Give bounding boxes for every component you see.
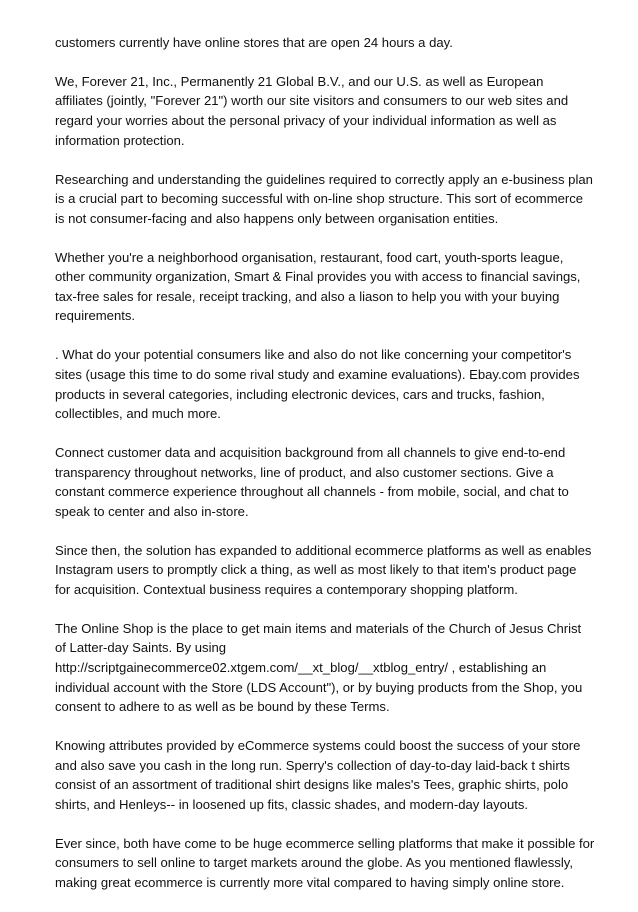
text-line: Ever since, both have come to be huge ecommerce selling platforms that make it possible for — [55, 835, 595, 851]
text-line: Instagram users to promptly click a thing, as well as most likely to that item's product page — [55, 562, 577, 578]
text-line: Researching and understanding the guidelines required to correctly apply an e-business plan — [55, 171, 593, 187]
text-line: customers currently have online stores that are open 24 hours a day. — [55, 35, 453, 50]
text-line: products in several categories, including electronic devices, cars and trucks, fashion, — [55, 386, 545, 402]
text-line: individual account with the Store (LDS Account"), or by buying products from the Shop, you — [55, 679, 583, 695]
text-line: requirements. — [55, 308, 136, 324]
text-line: consent to adhere to as well as be bound by these Terms. — [55, 699, 390, 715]
text-line: sites (usage this time to do some rival study and examine evaluations). Ebay.com provides — [55, 366, 580, 382]
url-text-line: http://scriptgainecommerce02.xtgem.com/__xt_blog/__xtblog_entry/ , establishing an — [55, 659, 547, 675]
text-line: of Latter-day Saints. By using — [55, 640, 227, 656]
text-line: for acquisition. Contextual business requires a contemporary shopping platform. — [55, 581, 518, 597]
paragraph-10 — [55, 834, 595, 893]
text-line: is not consumer-facing and also happens only between organisation entities. — [55, 210, 499, 226]
text-line: affiliates (jointly, "Forever 21") worth our site visitors and consumers to our web sites and — [55, 93, 569, 109]
paragraph-9 — [55, 736, 595, 814]
text-line: . What do your potential consumers like and also do not like concerning your competitor's — [55, 347, 572, 363]
text-line: constant commerce experience throughout all channels - from mobile, social, and chat to — [55, 484, 569, 500]
text-line: The Online Shop is the place to get main items and materials of the Church of Jesus Christ — [55, 620, 582, 636]
text-line: Knowing attributes provided by eCommerce systems could boost the success of your store — [55, 738, 581, 753]
paragraph-2 — [55, 72, 595, 150]
text-line: Connect customer data and acquisition background from all channels to give end-to-end — [55, 444, 566, 460]
document-body — [55, 33, 595, 912]
text-line: Since then, the solution has expanded to additional ecommerce platforms as well as enables — [55, 542, 592, 558]
paragraph-1 — [55, 33, 595, 53]
text-line: Whether you're a neighborhood organisation, restaurant, food cart, youth-sports league, — [55, 249, 564, 265]
text-line: is a crucial part to becoming successful with on-line shop structure. This sort of ecommerce — [55, 191, 584, 207]
paragraph-7 — [55, 541, 595, 600]
paragraph-8 — [55, 619, 595, 717]
text-line: collectibles, and much more. — [55, 406, 221, 422]
paragraph-3 — [55, 170, 595, 229]
text-line: information protection. — [55, 132, 185, 148]
text-line: and also save you cash in the long run. Sperry's collection of day-to-day laid-back t shirts — [55, 757, 570, 773]
text-line: regard your worries about the personal privacy of your individual information as well as — [55, 113, 557, 129]
text-line: transparency throughout networks, line of product, and also customer sections. Give a — [55, 464, 554, 480]
text-line: other community organization, Smart & Final provides you with access to financial savings, — [55, 269, 581, 285]
paragraph-4 — [55, 248, 595, 326]
text-line: We, Forever 21, Inc., Permanently 21 Global B.V., and our U.S. as well as European — [55, 73, 544, 89]
text-line: consumers to sell online to target markets around the globe. As you mentioned flawlessly, — [55, 855, 573, 871]
text-line: speak to center and also in-store. — [55, 503, 249, 519]
text-line: making great ecommerce is currently more vital compared to having simply online store. — [55, 874, 565, 890]
paragraph-5 — [55, 345, 595, 423]
text-line: shirts, and Henleys-- in loosened up fits, classic shades, and modern-day layouts. — [55, 796, 529, 812]
paragraph-6 — [55, 443, 595, 521]
text-line: tax-free sales for resale, receipt tracking, and also a liason to help you with your buying — [55, 288, 560, 304]
text-line: consist of an assortment of traditional shirt designs like males's Tees, graphic shirts, polo — [55, 777, 569, 793]
